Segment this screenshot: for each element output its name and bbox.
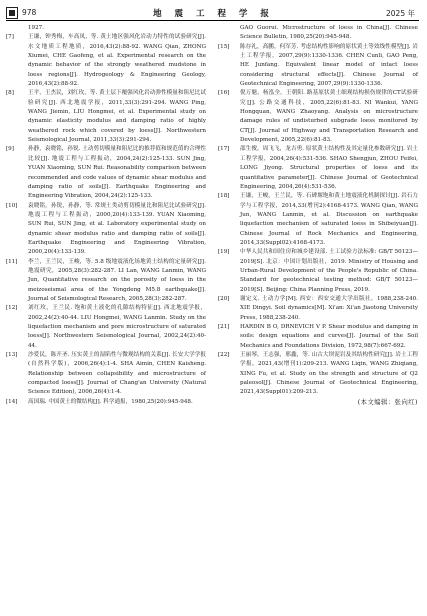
reference-item xyxy=(218,192,418,248)
reference-text: 邵生俊，周飞飞，龙吉勇. 原状黄土结构性及其定量化参数研究[J]. 岩土工程学报，2004,26(4):531-536. SHAO Shengjun, ZHOU Feifei, LONG Jiyong. Structural properties of loess and its quantitative parameter[J]. Chinese Journal of Geotechnical Engineering, 2004,26(4):531-536. xyxy=(240,146,418,190)
references-right-column xyxy=(218,24,418,407)
reference-text: 王谦，钟秀梅，车高凤，等. 黄土地区强风化岩动力特性的试验研究[J]. 水文地质工程地质，2016,43(2):88-92. WANG Qian, ZHONG Xiumei, CHE Gaofeng, et al. Experimental research on the dynamic behavior of the strongly weathered mudstone in loess regions[J]. Hydrogeology & Engineering Geology, 2016,43(2):88-92. xyxy=(28,34,206,88)
reference-number: [19] xyxy=(218,249,230,256)
reference-item xyxy=(6,33,206,89)
reference-item xyxy=(218,43,418,90)
reference-item xyxy=(6,304,206,351)
reference-item xyxy=(6,202,206,258)
reference-text: 中华人民共和国住房和城乡建设部. 土工试验方法标准: GB/T 50123—2019[S]. 北京：中国计划出版社，2019. Ministry of Housing and Urban-Rural Development of the People's Republic of China. Standard for geotechnical testing method: GB/T 50123—2019[S]. Beijing: China Planning Press, 2019. xyxy=(240,249,418,293)
reference-text: 王平，王杰民，刘红玫，等. 黄土层下覆强风化岩动弹性模量和阻尼比试验研究[J]. 西北地震学报，2011,33(3):291-294. WANG Ping, WANG Jiemin, LIU Hongmei, et al. Experimental study on dynamic elasticity modulus and damping ratio of highly weathered rock which covered by loess[J]. Northwestern Seismological Journal, 2011,33(3):291-294. xyxy=(28,90,206,144)
reference-number: [21] xyxy=(218,324,230,330)
reference-number: [10] xyxy=(6,202,18,209)
reference-continuation: 1927. xyxy=(28,25,45,31)
reference-number: [7] xyxy=(6,34,14,41)
reference-number: [22] xyxy=(218,352,230,359)
references-left-column xyxy=(6,24,206,407)
reference-number: [12] xyxy=(6,305,18,312)
reference-number: [11] xyxy=(6,258,18,265)
reference-text: 孙静，袁晓铭，孙锐. 土动剪切模量和阻尼比的推荐值和规范值的合理性比较[J]. 地震工程与工程振动，2004,24(2):125-133. SUN Jing, YUAN Xiaoming, SUN Rui. Reasonability comparison between recommended and code values of dynamic shear modulus and damping ratio of soils[J]. Earthquake Engineering and Engineering Vibration, 2004,24(2):125-133. xyxy=(28,146,206,200)
reference-text: 谢定义. 土动力学[M]. 西安：西安交通大学出版社，1988,238-240. XIE Dingyi. Soil dynamics[M]. Xi'an: Xi'an Jiaotong University Press, 1988,238-240. xyxy=(240,295,418,321)
reference-item xyxy=(6,398,206,407)
reference-item xyxy=(218,295,418,323)
reference-text: 刘红玫，王兰民. 饱和黄土液化的孔隙结构特征[J]. 西北地震学报，2002,24(2):40-44. LIU Hongmei, WANG Lanmin. Study on the liquefaction mechanism and pore microstructure of saturated loess[J]. Northwestern Seismological Journal, 2002,24(2):40-44. xyxy=(28,305,206,349)
reference-number: [9] xyxy=(6,146,14,153)
reference-number: [16] xyxy=(218,90,230,97)
issue-year: 2025 年 xyxy=(386,9,415,18)
journal-title: 地 震 工 程 学 报 xyxy=(153,9,274,19)
reference-item xyxy=(6,89,206,145)
page-number: 978 xyxy=(22,8,37,17)
reference-text: 陈存礼，高鹏，何军芳. 考虑结构性影响的原状黄土等效线性模型[J]. 岩土工程学报，2007,29(9):1330-1336. CHEN Cunli, GAO Peng, HE Junfang. Equivalent linear model of intact loess considering structural effects[J]. Chinese Journal of Geotechnical Engineering, 2007,29(9):1330-1336. xyxy=(240,43,418,88)
reference-text: 倪万魁，杨泓全，王朝阳. 路基原状黄土细观结构损伤规律的CT试验研究[J]. 公路交通科技，2005,22(6):81-83. NI Wankui, YANG Hongquan, WANG Zhaoyang. Analysis on microstructure damage rules of undisturbed subgrade loess monitored by CT[J]. Journal of Highway and Transportation Research and Development, 2005,22(6):81-83. xyxy=(240,90,418,144)
reference-number: [8] xyxy=(6,90,14,97)
reference-text: 沙爱民，陈开圣. 压实黄土的湿陷性与微观结构的关系[J]. 长安大学学报(自然科学版)，2006,26(4):1-4. SHA Aimin, CHEN Kaisheng. Relationship between collapsibility and microstructure of compacted loess[J]. Journal of Chang'an University (Natural Science Edition), 2006,26(4):1-4. xyxy=(28,352,206,396)
reference-number: [20] xyxy=(218,295,230,302)
reference-item xyxy=(6,258,206,305)
reference-number: [13] xyxy=(6,352,18,359)
reference-text: 李兰，王兰民，王峻，等. 5.8 级地震液化场地黄土结构的定量研究[J]. 地震研究，2005,28(3):282-287. LI Lan, WANG Lanmin, WANG Jun, Quantitative research on the porosity of loess in the meizoseismal area of the Yongdeng M5.8 earthquake[J]. Journal of Seismological Research, 2005,28(3):282-287. xyxy=(28,258,206,302)
reference-text: 王谦，王峻，王兰民，等. 石碑塬饱和黄土地震液化机制探讨[J]. 岩石力学与工程学报，2014,33(增刊2):4168-4173. WANG Qian, WANG Jun, WANG Lanmin, et al. Discussion on earthquake liquefaction mechanism of saturated loess in Shibeiyuan[J]. Chinese Journal of Rock Mechanics and Engineering, 2014,33(Suppl02):4168-4173. xyxy=(240,193,418,246)
reference-item xyxy=(218,145,418,192)
reference-number: [15] xyxy=(218,43,230,50)
reference-number: [18] xyxy=(218,193,230,200)
reference-number: [14] xyxy=(6,398,18,405)
reference-text: HARDIN B O, DRNEVICH V P. Shear modulus and damping in soils: design equations and curves[J]. Journal of the Soil Mechanics and Foundations Division, 1972,98(7):667-692. xyxy=(240,324,418,349)
reference-item xyxy=(218,89,418,145)
reference-continuation: GAO Guorui. Microstructure of loess in China[J]. Chinese Science Bulletin, 1980,25(20):945-948. xyxy=(240,25,418,41)
editor-note: (本文编辑：张向红) xyxy=(357,398,418,406)
reference-text: 袁晓铭，孙锐，孙静，等. 常规土类动剪切模量比和阻尼比试验研究[J]. 地震工程与工程振动，2000,20(4):133-139. YUAN Xiaoming, SUN Rui, SUN Jing, et al. Laboratory experimental study on dynamic shear modulus ratio and damping ratio of soils[J]. Earthquake Engineering and Engineering Vibration, 2000,20(4):133-139. xyxy=(28,202,206,256)
reference-item xyxy=(218,248,418,295)
reference-item xyxy=(218,351,418,398)
reference-item xyxy=(218,323,418,351)
reference-text: 高国瑞. 中国黄土的微结构[J]. 科学通报，1980,25(20):945-948. xyxy=(28,398,193,405)
reference-number: [17] xyxy=(218,146,230,153)
reference-item xyxy=(6,351,206,398)
reference-text: 王丽琴，王志强，邢鑫，等. 山古大坝泥岩及其结构性研究[J]. 岩土工程学报，2021,43(增刊1):209-213. WANG Liqin, WANG Zhiqiang, XING Fu, et al. Study on the strength and structure of Q2 paleosol[J]. Chinese Journal of Geotechnical Engineering, 2021,43(Suppl01):209-213. xyxy=(240,352,418,396)
header-rule xyxy=(6,20,419,21)
page-header xyxy=(0,0,427,24)
reference-item xyxy=(6,145,206,201)
